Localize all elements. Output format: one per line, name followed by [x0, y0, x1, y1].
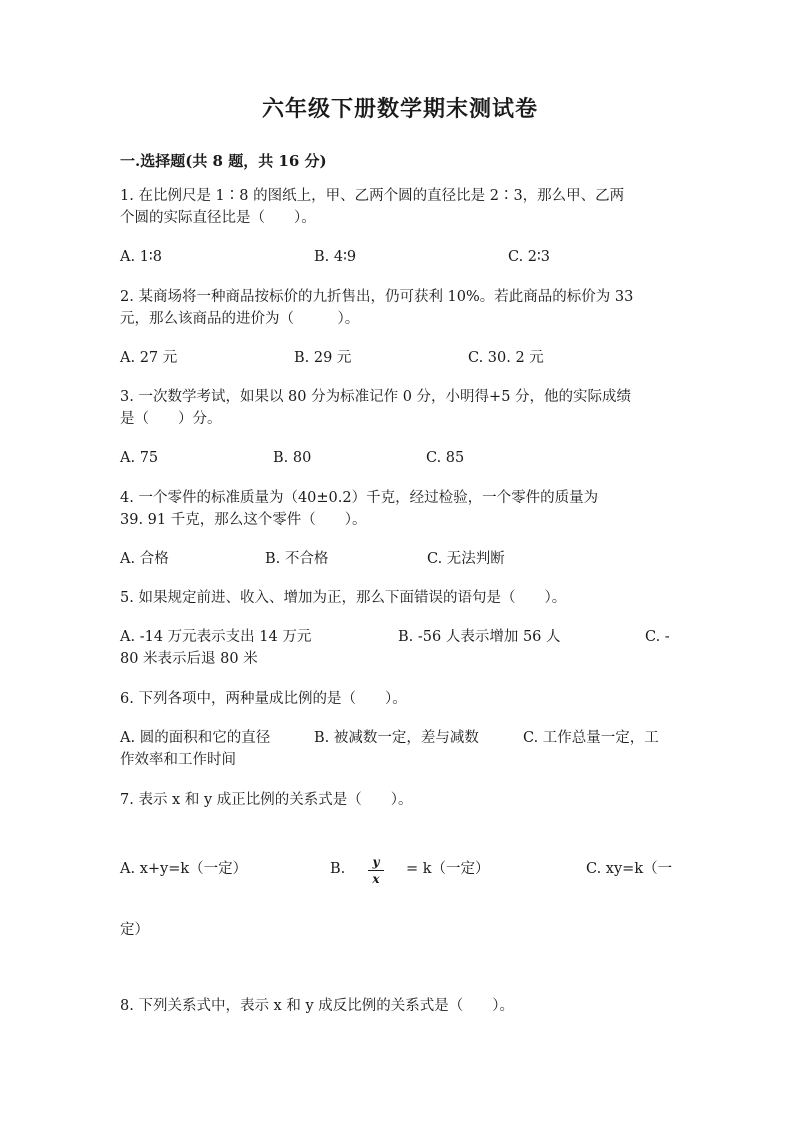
- question-5-line-1: 5. 如果规定前进、收入、增加为正，那么下面错误的语句是（ ）。: [120, 590, 567, 606]
- question-2-option-a: A. 27 元: [120, 350, 178, 366]
- question-2-line-2: 元，那么该商品的进价为（ ）。: [120, 311, 360, 327]
- question-4-option-a: A. 合格: [120, 551, 169, 567]
- question-7-option-a: A. x+y=k（一定）: [120, 861, 248, 877]
- question-7-option-c-continued: 定）: [120, 922, 149, 938]
- question-7-line-1: 7. 表示 x 和 y 成正比例的关系式是（ ）。: [120, 792, 413, 808]
- question-5-option-b: B. -56 人表示增加 56 人: [398, 629, 561, 645]
- question-5-option-a: A. -14 万元表示支出 14 万元: [120, 629, 312, 645]
- question-2-line-1: 2. 某商场将一种商品按标价的九折售出，仍可获利 10%。若此商品的标价为 33: [120, 289, 634, 305]
- question-6-option-a: A. 圆的面积和它的直径: [120, 730, 271, 746]
- question-1-option-a: A. 1∶8: [120, 249, 162, 265]
- question-3-option-a: A. 75: [120, 450, 159, 466]
- question-1-line-1: 1. 在比例尺是 1∶8 的图纸上，甲、乙两个圆的直径比是 2∶3，那么甲、乙两: [120, 188, 625, 204]
- question-7-option-c: C. xy=k（一: [586, 861, 673, 877]
- question-2-option-c: C. 30. 2 元: [468, 350, 544, 366]
- question-3-line-1: 3. 一次数学考试，如果以 80 分为标准记作 0 分，小明得+5 分，他的实际成绩: [120, 389, 632, 405]
- question-4-line-1: 4. 一个零件的标准质量为（40±0.2）千克，经过检验，一个零件的质量为: [120, 490, 599, 506]
- section-heading: 一.选择题(共 8 题，共 16 分): [120, 152, 327, 170]
- question-7-fraction: [368, 856, 384, 885]
- question-4-option-b: B. 不合格: [265, 551, 329, 567]
- question-5-option-c: C. -: [645, 629, 670, 645]
- question-1-option-b: B. 4∶9: [314, 249, 357, 265]
- question-2-option-b: B. 29 元: [294, 350, 352, 366]
- question-1-option-c: C. 2∶3: [508, 249, 551, 265]
- question-6-option-c-continued: 作效率和工作时间: [120, 752, 236, 768]
- question-3-option-b: B. 80: [273, 450, 312, 466]
- question-4-line-2: 39. 91 千克，那么这个零件（ ）。: [120, 512, 367, 528]
- question-1-line-2: 个圆的实际直径比是（ ）。: [120, 210, 316, 226]
- question-4-option-c: C. 无法判断: [427, 551, 505, 567]
- question-5-option-c-continued: 80 米表示后退 80 米: [120, 651, 258, 667]
- question-6-line-1: 6. 下列各项中，两种量成比例的是（ ）。: [120, 691, 407, 707]
- fraction-numerator: y: [372, 855, 380, 869]
- question-7-option-b: = k（一定）: [406, 861, 490, 877]
- question-8-line-1: 8. 下列关系式中，表示 x 和 y 成反比例的关系式是（ ）。: [120, 998, 514, 1014]
- question-7-option-b-label: B.: [330, 861, 346, 877]
- page-title: 六年级下册数学期末测试卷: [261, 96, 538, 122]
- question-3-line-2: 是（ ）分。: [120, 411, 222, 427]
- question-3-option-c: C. 85: [426, 450, 465, 466]
- question-6-option-b: B. 被减数一定，差与减数: [314, 730, 479, 746]
- fraction-denominator: x: [372, 872, 380, 886]
- fraction-bar: [368, 870, 384, 871]
- question-6-option-c: C. 工作总量一定，工: [523, 730, 659, 746]
